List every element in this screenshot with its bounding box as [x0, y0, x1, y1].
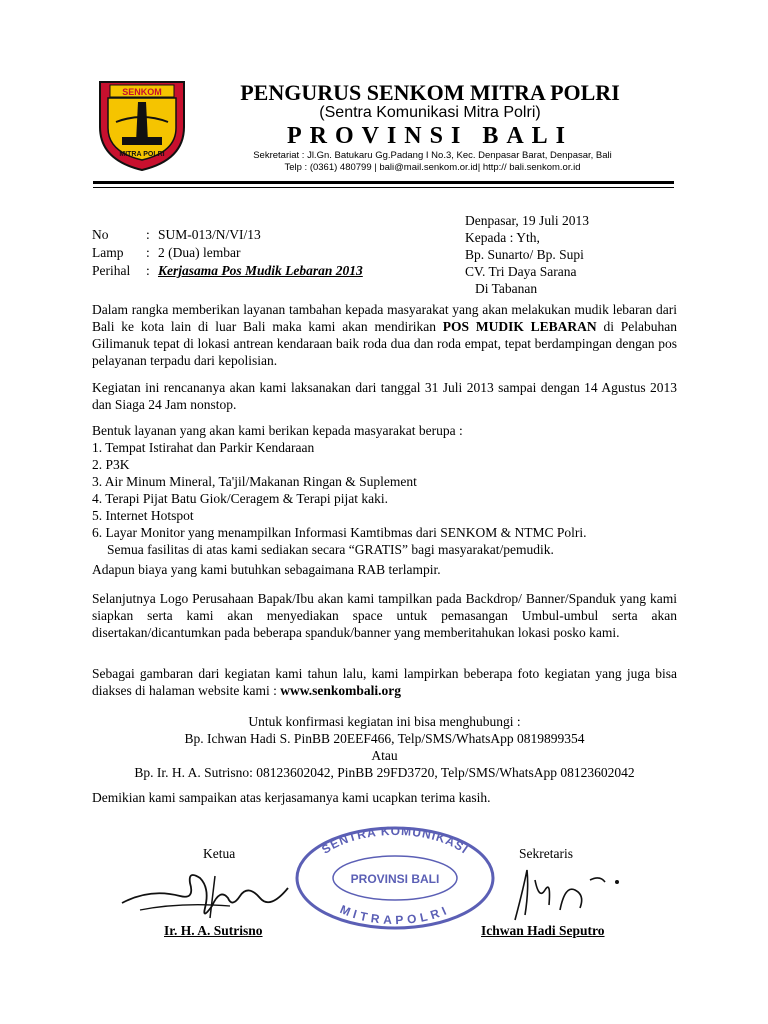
paragraph-website [92, 665, 677, 699]
contact-block [92, 713, 677, 781]
meta-perihal-value: Kerjasama Pos Mudik Lebaran 2013 [158, 263, 363, 278]
p1-bold: POS MUDIK LEBARAN [442, 319, 597, 334]
senkom-logo [92, 72, 192, 172]
paragraph-schedule: Kegiatan ini rencananya akan kami laksanakan dari tanggal 31 Juli 2013 sampai dengan 14 Agustus 2013 dan Siaga 24 Jam nonstop. [92, 380, 677, 412]
meta-perihal [92, 262, 363, 280]
svg-text:SENTRA KOMUNIKASI [319, 824, 471, 857]
letter-date: Denpasar, 19 Juli 2013 [465, 213, 589, 228]
logo-top-text: SENKOM [122, 87, 162, 97]
right-signer-role: Sekretaris [519, 846, 573, 861]
meta-no-label: No [92, 227, 109, 242]
services-section [92, 422, 677, 558]
org-province: PROVINSI BALI [286, 123, 574, 149]
website-link[interactable]: www.senkombali.org [280, 683, 401, 698]
contact-1: Bp. Ichwan Hadi S. PinBB 20EEF466, Telp/SMS/WhatsApp 0819899354 [184, 731, 585, 746]
p1-text-a: Dalam rangka memberikan layanan tambahan kepada masyarakat yang akan melakukan mudik lebaran dari Bali ke kota lain di luar Bali maka kami akan mendirikan [92, 302, 677, 334]
meta-colon: : [146, 227, 150, 242]
p6-text: Sebagai gambaran dari kegiatan kami tahun lalu, kami lampirkan beberapa foto kegiatan yang juga bisa diakses di halaman website kami : [92, 666, 677, 698]
services-note: Semua fasilitas di atas kami sediakan secara “GRATIS” bagi masyarakat/pemudik. [107, 542, 554, 557]
organization-stamp [290, 820, 500, 930]
paragraph-budget: Adapun biaya yang kami butuhkan sebagaimana RAB terlampir. [92, 562, 441, 577]
addressee-name: Bp. Sunarto/ Bp. Supi [465, 247, 584, 262]
contact-intro: Untuk konfirmasi kegiatan ini bisa menghubungi : [248, 714, 521, 729]
stamp-top-text: SENTRA KOMUNIKASI [319, 823, 472, 857]
left-signer-role: Ketua [203, 846, 236, 861]
left-signer-name: Ir. H. A. Sutrisno [164, 923, 263, 938]
contact-or: Atau [371, 748, 398, 763]
addressee-company: CV. Tri Daya Sarana [465, 264, 577, 279]
org-address [200, 150, 665, 174]
letter-meta [92, 226, 363, 280]
service-item: 5. Internet Hotspot [92, 508, 194, 523]
meta-lamp [92, 244, 363, 262]
addressee-to: Kepada : Yth, [465, 230, 540, 245]
org-subtitle: (Sentra Komunikasi Mitra Polri) [319, 104, 541, 121]
address-line-2: Telp : (0361) 480799 | bali@mail.senkom.or.id| http:// bali.senkom.or.id [284, 162, 581, 173]
meta-colon: : [146, 245, 150, 260]
service-item: 6. Layar Monitor yang menampilkan Informasi Kamtibmas dari SENKOM & NTMC Polri. [92, 525, 587, 540]
meta-lamp-label: Lamp [92, 245, 124, 260]
service-item: 1. Tempat Istirahat dan Parkir Kendaraan [92, 440, 315, 455]
paragraph-logo: Selanjutnya Logo Perusahaan Bapak/Ibu akan kami tampilkan pada Backdrop/ Banner/Spanduk yang kami siapkan serta kami akan menyediakan space untuk pemasangan Umbul-umbul serta akan disertakan/dicantumkan pada beberapa spanduk/banner yang memberitahukan lokasi posko kami. [92, 591, 677, 640]
service-item: 3. Air Minum Mineral, Ta'jil/Makanan Ringan & Suplement [92, 474, 417, 489]
service-item: 2. P3K [92, 457, 130, 472]
addressee-location: Di Tabanan [475, 281, 538, 296]
left-signature [120, 858, 290, 928]
right-signature [505, 860, 645, 928]
meta-no [92, 226, 363, 244]
header-rule-thick [93, 181, 674, 184]
org-title: PENGURUS SENKOM MITRA POLRI [240, 80, 620, 105]
meta-perihal-label: Perihal [92, 263, 131, 278]
service-item: 4. Terapi Pijat Batu Giok/Ceragem & Terapi pijat kaki. [92, 491, 389, 506]
meta-colon: : [146, 263, 150, 278]
contact-2: Bp. Ir. H. A. Sutrisno: 08123602042, PinBB 29FD3720, Telp/SMS/WhatsApp 08123602042 [134, 765, 635, 780]
addressee-block [465, 212, 589, 297]
stamp-mid-text: PROVINSI BALI [350, 872, 440, 886]
services-intro: Bentuk layanan yang akan kami berikan kepada masyarakat berupa : [92, 423, 463, 438]
stamp-bottom-text: MITRAPOLRI [337, 902, 453, 928]
right-signer-name: Ichwan Hadi Seputro [481, 923, 605, 938]
header-rule-thin [93, 187, 674, 188]
meta-lamp-value: 2 (Dua) lembar [158, 245, 241, 260]
logo-bottom-text: MITRA POLRI [119, 151, 165, 158]
address-line-1: Sekretariat : Jl.Gn. Batukaru Gg.Padang I No.3, Kec. Denpasar Barat, Denpasar, Bali [253, 150, 612, 161]
services-list [92, 439, 677, 541]
paragraph-intro [92, 301, 677, 369]
meta-no-value: SUM-013/N/VI/13 [158, 227, 261, 242]
paragraph-closing: Demikian kami sampaikan atas kerjasamanya kami ucapkan terima kasih. [92, 790, 491, 805]
p1-text-b: di Pelabuhan Gilimanuk tepat di lokasi antrean kendaraan baik roda dua dan roda empat, tepat berdampingan dengan pos pelayanan terpadu dari kepolisian. [92, 319, 677, 368]
